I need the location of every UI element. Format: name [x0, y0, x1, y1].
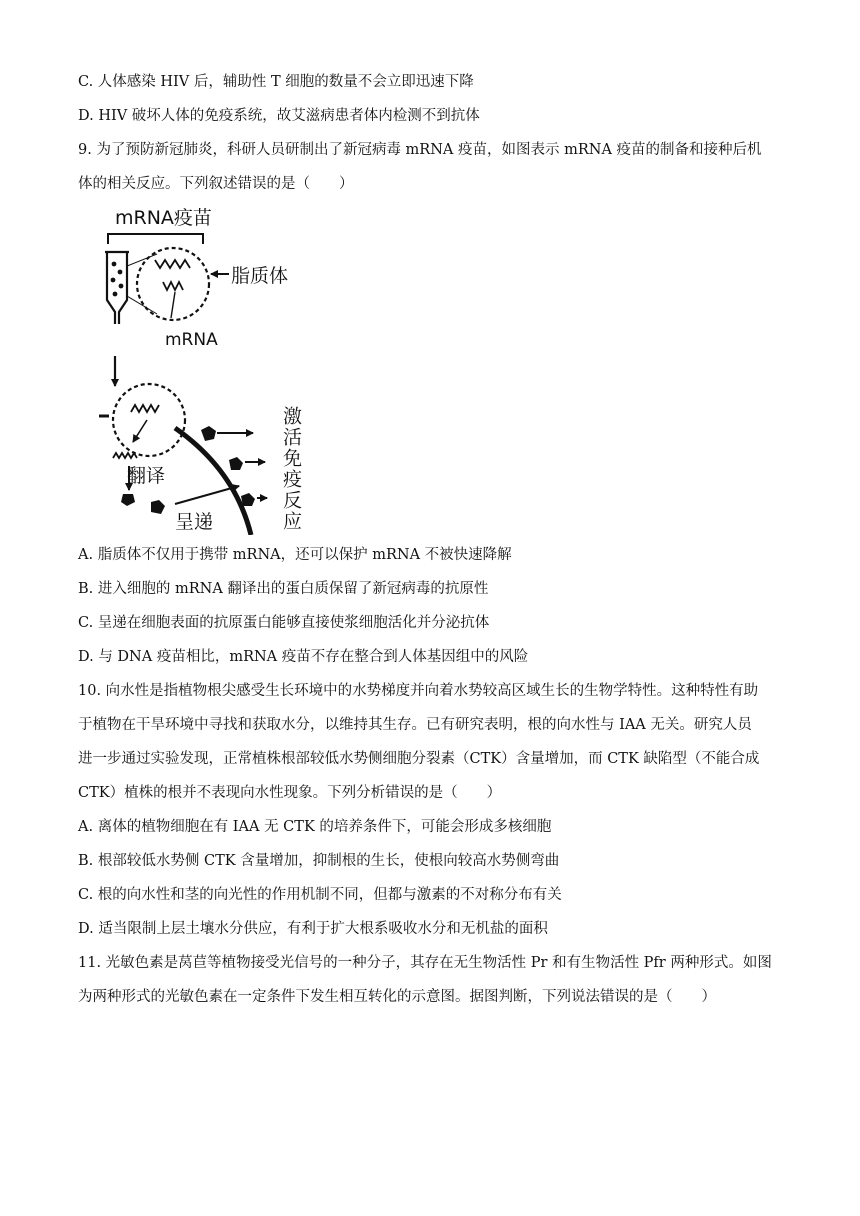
surface-antigen-1-shape — [201, 426, 216, 441]
q11-stem-line-2: 为两种形式的光敏色素在一定条件下发生相互转化的示意图。据图判断，下列说法错误的是（ ） — [78, 989, 716, 1005]
surface-antigen-2-shape — [229, 457, 243, 470]
present-arrow — [175, 486, 239, 504]
mrna-vaccine-diagram — [95, 200, 315, 535]
vaccine-vial-icon — [105, 252, 157, 324]
q10-stem-line-4: CTK）植株的根并不表现向水性现象。下列分析错误的是（ ） — [78, 785, 502, 801]
vaccine-bracket — [108, 234, 203, 244]
cytoplasm-mrna-shape — [113, 453, 137, 458]
q10-option-a: A. 离体的植物细胞在有 IAA 无 CTK 的培养条件下，可能会形成多核细胞 — [78, 819, 552, 835]
mrna-pointer-line — [171, 292, 175, 318]
q8-option-c: C. 人体感染 HIV 后，辅助性 T 细胞的数量不会立即迅速下降 — [78, 74, 474, 90]
q9-stem-line-2: 体的相关反应。下列叙述错误的是（ ） — [78, 176, 354, 192]
present-label: 呈递 — [175, 511, 214, 533]
q9-option-c: C. 呈递在细胞表面的抗原蛋白能够直接使浆细胞活化并分泌抗体 — [78, 615, 490, 631]
translation-label: 翻译 — [127, 465, 166, 487]
q10-stem-line-3: 进一步通过实验发现，正常植株根部较低水势侧细胞分裂素（CTK）含量增加，而 CTK 缺陷型（不能合成 — [78, 751, 760, 767]
q10-stem-line-1: 10. 向水性是指植物根尖感受生长环境中的水势梯度并向着水势较高区域生长的生物学特性。这种特性有助 — [78, 683, 759, 699]
mrna-vaccine-figure — [95, 200, 315, 535]
q9-option-b: B. 进入细胞的 mRNA 翻译出的蛋白质保留了新冠病毒的抗原性 — [78, 581, 489, 597]
q9-option-a: A. 脂质体不仅用于携带 mRNA，还可以保护 mRNA 不被快速降解 — [78, 547, 512, 563]
mrna-label: mRNA — [165, 330, 218, 350]
liposome-label: 脂质体 — [231, 265, 289, 287]
q10-option-c: C. 根的向水性和茎的向光性的作用机制不同，但都与激素的不对称分布有关 — [78, 887, 562, 903]
liposome-entering-shape — [113, 384, 185, 456]
mrna-strand-shape — [155, 260, 190, 290]
q10-option-d: D. 适当限制上层土壤水分供应，有利于扩大根系吸收水分和无机盐的面积 — [78, 921, 548, 937]
q11-stem-line-1: 11. 光敏色素是莴苣等植物接受光信号的一种分子，其存在无生物活性 Pr 和有生物活性 Pfr 两种形式。如图 — [78, 955, 772, 971]
q10-option-b: B. 根部较低水势侧 CTK 含量增加，抑制根的生长，使根向较高水势侧弯曲 — [78, 853, 560, 869]
q8-option-d: D. HIV 破坏人体的免疫系统，故艾滋病患者体内检测不到抗体 — [78, 108, 480, 124]
release-arrow — [133, 420, 147, 442]
q9-stem-line-1: 9. 为了预防新冠肺炎，科研人员研制出了新冠病毒 mRNA 疫苗，如图表示 mRNA 疫苗的制备和接种后机 — [78, 142, 762, 158]
vaccine-label: mRNA疫苗 — [115, 207, 212, 229]
antigen-protein-2-shape — [151, 500, 165, 514]
q9-option-d: D. 与 DNA 疫苗相比，mRNA 疫苗不存在整合到人体基因组中的风险 — [78, 649, 529, 665]
surface-antigen-3-shape — [241, 493, 255, 506]
released-mrna-shape — [131, 405, 159, 412]
antigen-protein-1-shape — [121, 494, 135, 506]
activate-label: 激活免疫反应 — [280, 406, 302, 532]
q10-stem-line-2: 于植物在干旱环境中寻找和获取水分，以维持其生存。已有研究表明，根的向水性与 IAA 无关。研究人员 — [78, 717, 752, 733]
